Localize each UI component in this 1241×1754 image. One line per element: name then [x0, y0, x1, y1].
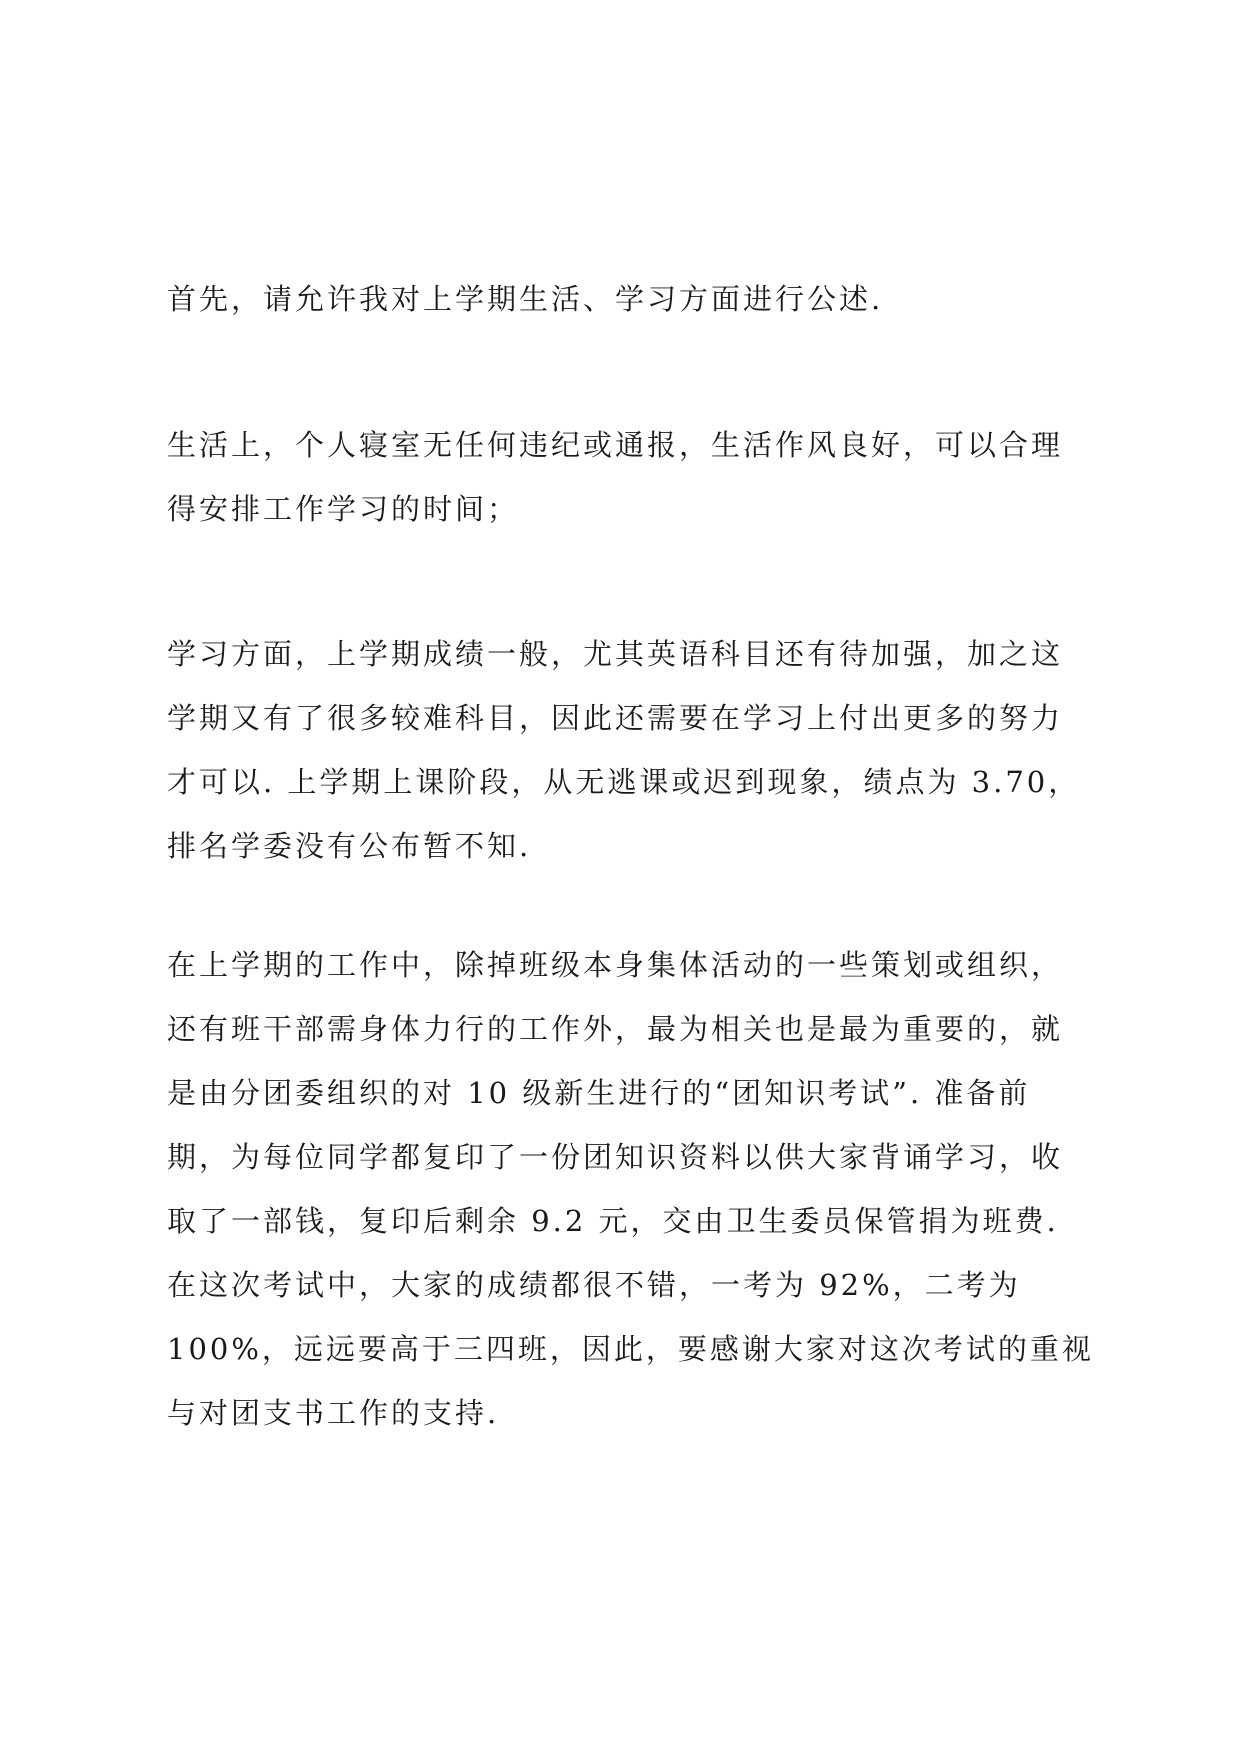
paragraph-life: [167, 413, 1097, 541]
paragraph-line: 在上学期的工作中，除掉班级本身集体活动的一些策划或组织，: [167, 948, 1064, 982]
paragraph-line: 在这次考试中，大家的成绩都很不错，一考为 92%，二考为: [167, 1268, 1021, 1302]
paragraph-line: 首先，请允许我对上学期生活、学习方面进行公述.: [167, 282, 884, 316]
paragraph-line: 期，为每位同学都复印了一份团知识资料以供大家背诵学习，收: [167, 1140, 1064, 1174]
paragraph-line: 学习方面，上学期成绩一般，尤其英语科目还有待加强，加之这: [167, 637, 1064, 671]
paragraph-line: 学期又有了很多较难科目，因此还需要在学习上付出更多的努力: [167, 701, 1064, 735]
paragraph-line: 100%，远远要高于三四班，因此，要感谢大家对这次考试的重视: [167, 1332, 1094, 1366]
paragraph-line: 取了一部钱，复印后剩余 9.2 元，交由卫生委员保管捐为班费.: [167, 1204, 1059, 1238]
paragraph-line: 才可以. 上学期上课阶段，从无逃课或迟到现象，绩点为 3.70，: [167, 765, 1081, 799]
paragraph-line: 还有班干部需身体力行的工作外，最为相关也是最为重要的，就: [167, 1012, 1064, 1046]
paragraph-line: 得安排工作学习的时间；: [167, 492, 520, 526]
paragraph-line: 排名学委没有公布暂不知.: [167, 829, 532, 863]
paragraph-line: 生活上，个人寝室无任何违纪或通报，生活作风良好，可以合理: [167, 428, 1064, 462]
paragraph-work: [167, 933, 1097, 1445]
paragraph-intro: [167, 267, 1097, 331]
paragraph-study: [167, 622, 1097, 878]
paragraph-line: 与对团支书工作的支持.: [167, 1396, 500, 1430]
paragraph-line: 是由分团委组织的对 10 级新生进行的“团知识考试”. 准备前: [167, 1076, 1031, 1110]
